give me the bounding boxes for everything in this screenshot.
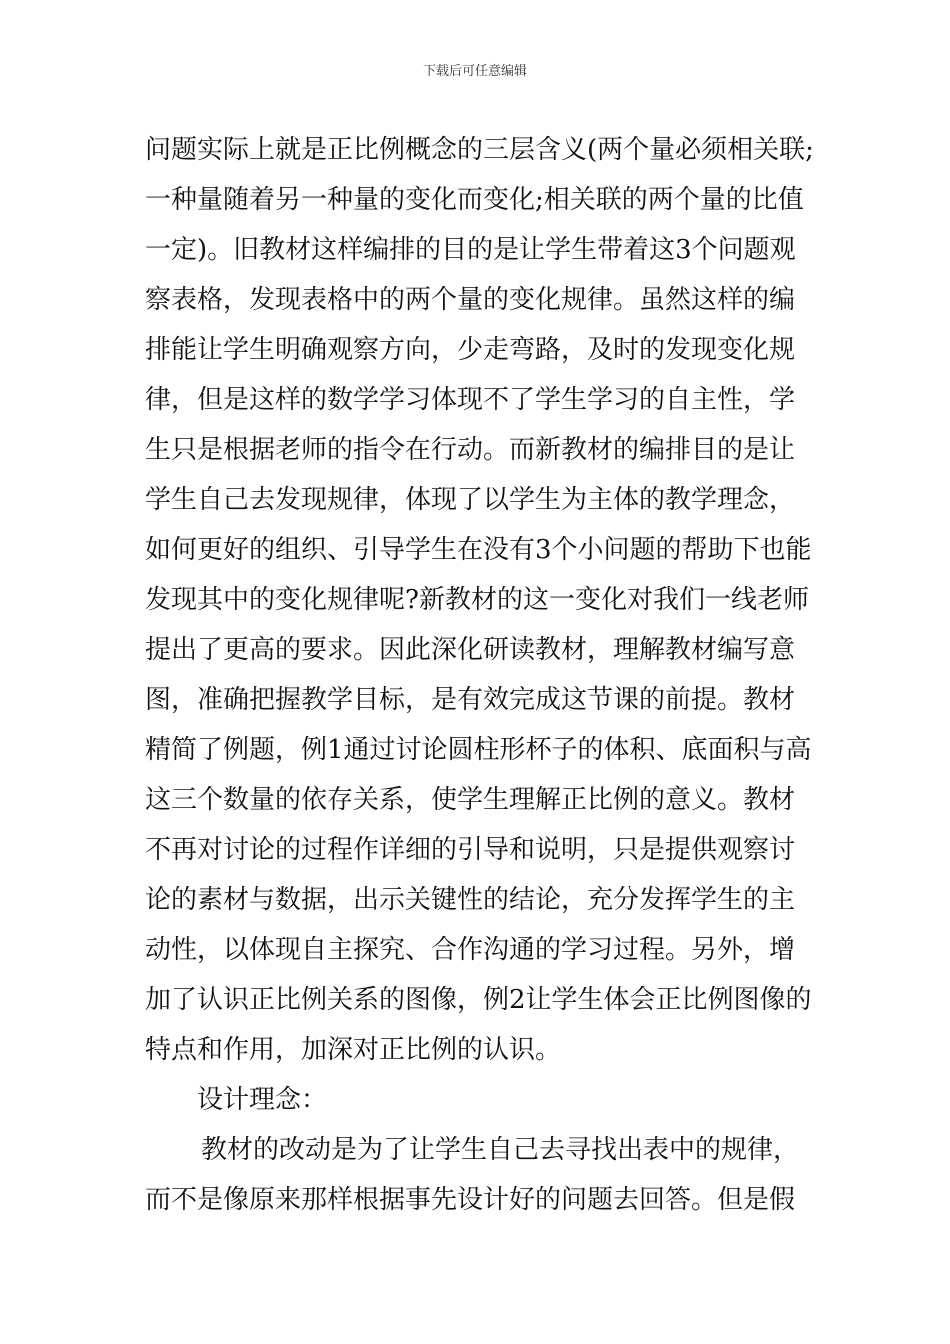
paragraph-design-concept — [145, 1125, 820, 1225]
page-header: 下载后可任意编辑 — [422, 64, 527, 79]
text-line: 发现其中的变化规律呢?新教材的这一变化对我们一线老师 — [145, 585, 809, 615]
text-line: 不再对讨论的过程作详细的引导和说明，只是提供观察讨 — [145, 835, 796, 865]
text-line: 图，准确把握教学目标，是有效完成这节课的前提。教材 — [145, 685, 796, 715]
text-line: 精简了例题，例1通过讨论圆柱形杯子的体积、底面积与高 — [145, 735, 812, 765]
text-line: 律，但是这样的数学学习体现不了学生学习的自主性，学 — [145, 385, 796, 415]
text-line: 特点和作用，加深对正比例的认识。 — [145, 1035, 562, 1065]
text-line: 而不是像原来那样根据事先设计好的问题去回答。但是假 — [145, 1185, 796, 1215]
text-line: 提出了更高的要求。因此深化研读教材，理解教材编写意 — [145, 635, 796, 665]
paragraph-main — [145, 125, 820, 1075]
text-line: 生只是根据老师的指令在行动。而新教材的编排目的是让 — [145, 435, 796, 465]
text-line: 这三个数量的依存关系，使学生理解正比例的意义。教材 — [145, 785, 796, 815]
text-line: 一种量随着另一种量的变化而变化;相关联的两个量的比值 — [145, 185, 804, 215]
text-line: 一定)。旧教材这样编排的目的是让学生带着这3个问题观 — [145, 235, 796, 265]
text-line: 论的素材与数据，出示关键性的结论，充分发挥学生的主 — [145, 885, 796, 915]
document-body — [145, 125, 820, 1225]
section-heading: 设计理念： — [197, 1085, 328, 1115]
text-line: 排能让学生明确观察方向，少走弯路，及时的发现变化规 — [145, 335, 796, 365]
text-line: 学生自己去发现规律，体现了以学生为主体的教学理念， — [145, 485, 796, 515]
text-line: 如何更好的组织、引导学生在没有3个小问题的帮助下也能 — [145, 535, 812, 565]
text-line: 问题实际上就是正比例概念的三层含义(两个量必须相关联; — [145, 135, 814, 165]
text-line: 加了认识正比例关系的图像，例2让学生体会正比例图像的 — [145, 985, 812, 1015]
text-line: 动性，以体现自主探究、合作沟通的学习过程。另外，增 — [145, 935, 796, 965]
section-heading-design-concept — [145, 1075, 820, 1125]
text-line: 察表格，发现表格中的两个量的变化规律。虽然这样的编 — [145, 285, 796, 315]
text-line: 教材的改动是为了让学生自己去寻找出表中的规律， — [201, 1135, 800, 1165]
